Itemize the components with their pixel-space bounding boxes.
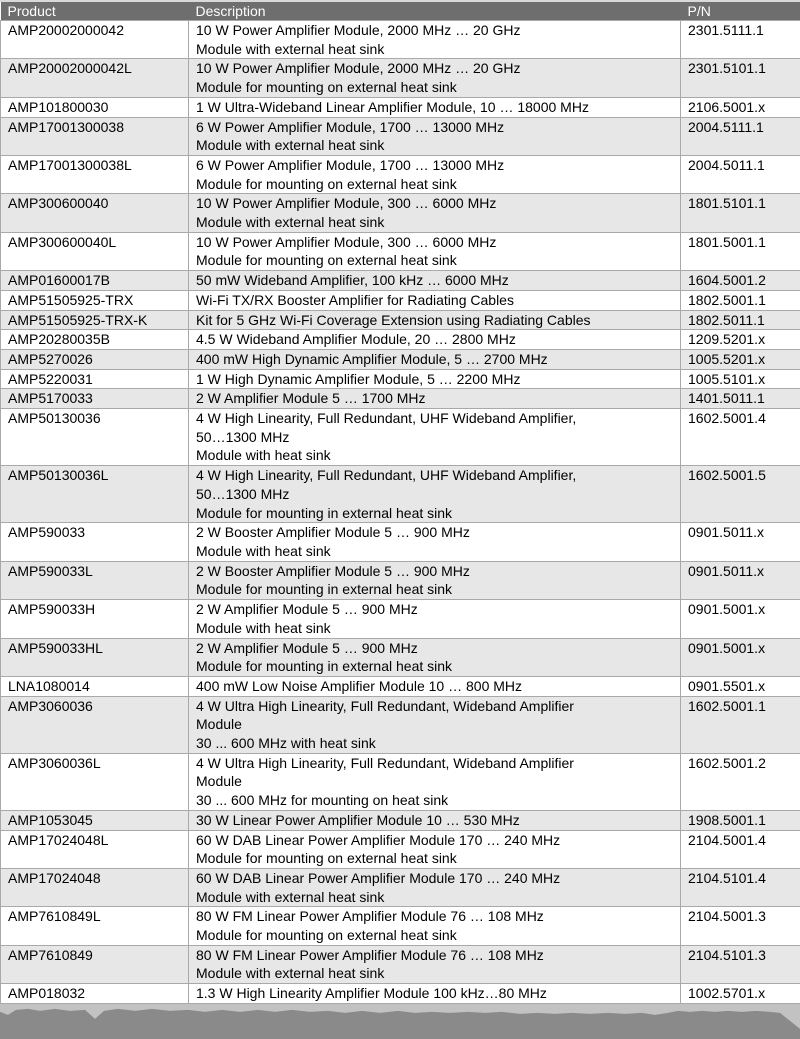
table-row <box>1 409 800 466</box>
product-cell: AMP01600017B <box>1 271 189 291</box>
table-row <box>1 945 800 983</box>
description-line: 6 W Power Amplifier Module, 1700 … 13000 MHz <box>196 118 505 135</box>
table-row <box>1 676 800 696</box>
pn-cell: 1802.5011.1 <box>681 310 800 330</box>
description-line: 80 W FM Linear Power Amplifier Module 76 … 108 MHz <box>196 908 544 925</box>
product-cell: AMP5170033 <box>1 389 189 409</box>
pn-cell: 1801.5101.1 <box>681 194 800 232</box>
product-cell: AMP590033L <box>1 561 189 599</box>
pn-cell: 0901.5001.x <box>681 600 800 638</box>
table-row <box>1 21 800 59</box>
description-line: 4 W Ultra High Linearity, Full Redundant, Wideband Amplifier <box>196 754 574 771</box>
column-header-product: Product <box>1 2 189 21</box>
product-cell: AMP17001300038L <box>1 155 189 193</box>
table-body <box>1 21 800 1004</box>
description-line: 10 W Power Amplifier Module, 300 … 6000 MHz <box>196 233 497 250</box>
pn-cell: 1802.5001.1 <box>681 290 800 310</box>
column-header-pn: P/N <box>681 2 800 21</box>
product-cell: LNA1080014 <box>1 676 189 696</box>
description-line: Module for mounting in external heat sink <box>196 581 453 598</box>
description-line: 30 ... 600 MHz with heat sink <box>196 735 376 752</box>
description-cell <box>189 155 681 193</box>
table-row <box>1 466 800 523</box>
description-line: Module for mounting on external heat sink <box>196 927 457 944</box>
description-line: Module with external heat sink <box>196 214 385 231</box>
description-line: Module for mounting on external heat sink <box>196 850 457 867</box>
description-line: Module for mounting in external heat sink <box>196 504 453 521</box>
description-cell <box>189 830 681 868</box>
pn-cell: 1209.5201.x <box>681 330 800 350</box>
description-line: 4 W High Linearity, Full Redundant, UHF Wideband Amplifier, <box>196 410 577 427</box>
description-cell <box>189 232 681 270</box>
table-row <box>1 117 800 155</box>
product-cell: AMP51505925-TRX-K <box>1 310 189 330</box>
description-line: 60 W DAB Linear Power Amplifier Module 170 … 240 MHz <box>196 869 561 886</box>
description-line: 30 ... 600 MHz for mounting on heat sink <box>196 792 449 809</box>
description-line: 4 W Ultra High Linearity, Full Redundant, Wideband Amplifier <box>196 697 574 714</box>
description-cell <box>189 271 681 291</box>
product-cell: AMP20280035B <box>1 330 189 350</box>
description-line: 2 W Booster Amplifier Module 5 … 900 MHz <box>196 524 470 541</box>
description-line: 10 W Power Amplifier Module, 300 … 6000 MHz <box>196 195 497 212</box>
pn-cell: 0901.5501.x <box>681 676 800 696</box>
description-line: 400 mW High Dynamic Amplifier Module, 5 … 2700 MHz <box>196 350 548 367</box>
pn-cell: 1002.5701.x <box>681 984 800 1004</box>
pn-cell: 2104.5101.4 <box>681 868 800 906</box>
description-line: Module with external heat sink <box>196 965 385 982</box>
torn-page-edge <box>0 1004 800 1039</box>
description-line: Module <box>196 716 242 733</box>
pn-cell: 1602.5001.4 <box>681 409 800 466</box>
product-table <box>0 2 800 1004</box>
table-row <box>1 290 800 310</box>
product-cell: AMP51505925-TRX <box>1 290 189 310</box>
table-row <box>1 984 800 1004</box>
description-cell <box>189 907 681 945</box>
description-line: Module with heat sink <box>196 619 331 636</box>
table-row <box>1 369 800 389</box>
description-line: Module for mounting in external heat sink <box>196 658 453 675</box>
description-line: 60 W DAB Linear Power Amplifier Module 170 … 240 MHz <box>196 831 561 848</box>
product-cell: AMP20002000042 <box>1 21 189 59</box>
pn-cell: 2301.5101.1 <box>681 59 800 97</box>
product-cell: AMP590033 <box>1 523 189 561</box>
description-cell <box>189 676 681 696</box>
description-line: 30 W Linear Power Amplifier Module 10 … 530 MHz <box>196 811 520 828</box>
description-cell <box>189 984 681 1004</box>
description-cell <box>189 638 681 676</box>
description-cell <box>189 466 681 523</box>
table-header <box>1 2 800 21</box>
product-cell: AMP5220031 <box>1 369 189 389</box>
product-cell: AMP20002000042L <box>1 59 189 97</box>
description-line: Wi-Fi TX/RX Booster Amplifier for Radiating Cables <box>196 291 514 308</box>
description-cell <box>189 696 681 753</box>
description-cell <box>189 59 681 97</box>
table-header-row <box>1 2 800 21</box>
table-row <box>1 696 800 753</box>
table-row <box>1 271 800 291</box>
pn-cell: 1604.5001.2 <box>681 271 800 291</box>
table-row <box>1 349 800 369</box>
product-cell: AMP300600040L <box>1 232 189 270</box>
pn-cell: 1602.5001.1 <box>681 696 800 753</box>
description-line: 2 W Booster Amplifier Module 5 … 900 MHz <box>196 562 470 579</box>
description-line: Module with external heat sink <box>196 888 385 905</box>
table-row <box>1 868 800 906</box>
pn-cell: 2104.5001.3 <box>681 907 800 945</box>
table-row <box>1 194 800 232</box>
description-line: Module <box>196 773 242 790</box>
pn-cell: 2106.5001.x <box>681 97 800 117</box>
description-cell <box>189 409 681 466</box>
pn-cell: 2004.5011.1 <box>681 155 800 193</box>
description-cell <box>189 97 681 117</box>
description-line: Module with external heat sink <box>196 40 385 57</box>
description-line: 2 W Amplifier Module 5 … 900 MHz <box>196 639 418 656</box>
pn-cell: 1602.5001.2 <box>681 753 800 810</box>
description-cell <box>189 600 681 638</box>
pn-cell: 1401.5011.1 <box>681 389 800 409</box>
table-row <box>1 810 800 830</box>
table-row <box>1 155 800 193</box>
description-line: 50…1300 MHz <box>196 428 290 445</box>
table-row <box>1 523 800 561</box>
description-cell <box>189 194 681 232</box>
table-row <box>1 330 800 350</box>
description-cell <box>189 310 681 330</box>
product-cell: AMP50130036 <box>1 409 189 466</box>
description-cell <box>189 561 681 599</box>
product-cell: AMP17024048 <box>1 868 189 906</box>
description-cell <box>189 523 681 561</box>
column-header-description: Description <box>189 2 681 21</box>
pn-cell: 1602.5001.5 <box>681 466 800 523</box>
description-line: 50…1300 MHz <box>196 485 290 502</box>
product-cell: AMP3060036L <box>1 753 189 810</box>
description-line: Module with heat sink <box>196 542 331 559</box>
pn-cell: 0901.5011.x <box>681 561 800 599</box>
table-row <box>1 753 800 810</box>
description-line: Module with external heat sink <box>196 137 385 154</box>
table-row <box>1 310 800 330</box>
product-cell: AMP1053045 <box>1 810 189 830</box>
product-cell: AMP5270026 <box>1 349 189 369</box>
product-cell: AMP7610849 <box>1 945 189 983</box>
description-line: 4.5 W Wideband Amplifier Module, 20 … 2800 MHz <box>196 331 516 348</box>
description-line: Module for mounting on external heat sink <box>196 252 457 269</box>
description-line: 10 W Power Amplifier Module, 2000 MHz … 20 GHz <box>196 60 521 77</box>
pn-cell: 1005.5101.x <box>681 369 800 389</box>
table-row <box>1 830 800 868</box>
product-cell: AMP3060036 <box>1 696 189 753</box>
product-cell: AMP590033HL <box>1 638 189 676</box>
description-line: 1 W High Dynamic Amplifier Module, 5 … 2200 MHz <box>196 370 521 387</box>
description-cell <box>189 21 681 59</box>
description-cell <box>189 810 681 830</box>
description-line: 4 W High Linearity, Full Redundant, UHF Wideband Amplifier, <box>196 467 577 484</box>
pn-cell: 2104.5101.3 <box>681 945 800 983</box>
description-line: 10 W Power Amplifier Module, 2000 MHz … 20 GHz <box>196 22 521 38</box>
table-row <box>1 97 800 117</box>
description-line: 1 W Ultra-Wideband Linear Amplifier Module, 10 … 18000 MHz <box>196 98 589 115</box>
product-cell: AMP300600040 <box>1 194 189 232</box>
description-cell <box>189 945 681 983</box>
pn-cell: 1908.5001.1 <box>681 810 800 830</box>
torn-page-edge-shadow <box>0 1004 800 1039</box>
table-row <box>1 389 800 409</box>
description-line: 2 W Amplifier Module 5 … 1700 MHz <box>196 390 426 407</box>
description-line: 50 mW Wideband Amplifier, 100 kHz … 6000 MHz <box>196 272 509 289</box>
product-cell: AMP17001300038 <box>1 117 189 155</box>
description-line: Module for mounting on external heat sink <box>196 79 457 96</box>
description-cell <box>189 868 681 906</box>
description-cell <box>189 349 681 369</box>
description-cell <box>189 389 681 409</box>
description-line: 400 mW Low Noise Amplifier Module 10 … 800 MHz <box>196 677 523 694</box>
description-cell <box>189 330 681 350</box>
pn-cell: 2301.5111.1 <box>681 21 800 59</box>
description-cell <box>189 369 681 389</box>
description-line: 6 W Power Amplifier Module, 1700 … 13000 MHz <box>196 156 505 173</box>
description-line: 80 W FM Linear Power Amplifier Module 76 … 108 MHz <box>196 946 544 963</box>
description-cell <box>189 290 681 310</box>
pn-cell: 2004.5111.1 <box>681 117 800 155</box>
product-cell: AMP7610849L <box>1 907 189 945</box>
pn-cell: 1005.5201.x <box>681 349 800 369</box>
product-cell: AMP590033H <box>1 600 189 638</box>
description-line: 2 W Amplifier Module 5 … 900 MHz <box>196 601 418 618</box>
pn-cell: 0901.5011.x <box>681 523 800 561</box>
table-row <box>1 59 800 97</box>
description-line: Kit for 5 GHz Wi-Fi Coverage Extension using Radiating Cables <box>196 311 591 328</box>
table-row <box>1 907 800 945</box>
product-cell: AMP018032 <box>1 984 189 1004</box>
table-row <box>1 561 800 599</box>
product-cell: AMP101800030 <box>1 97 189 117</box>
pn-cell: 0901.5001.x <box>681 638 800 676</box>
table-row <box>1 232 800 270</box>
product-cell: AMP17024048L <box>1 830 189 868</box>
description-cell <box>189 117 681 155</box>
product-cell: AMP50130036L <box>1 466 189 523</box>
pn-cell: 1801.5001.1 <box>681 232 800 270</box>
table-row <box>1 600 800 638</box>
description-line: 1.3 W High Linearity Amplifier Module 100 kHz…80 MHz <box>196 985 547 1002</box>
description-line: Module for mounting on external heat sink <box>196 175 457 192</box>
description-line: Module with heat sink <box>196 447 331 464</box>
table-row <box>1 638 800 676</box>
description-cell <box>189 753 681 810</box>
pn-cell: 2104.5001.4 <box>681 830 800 868</box>
